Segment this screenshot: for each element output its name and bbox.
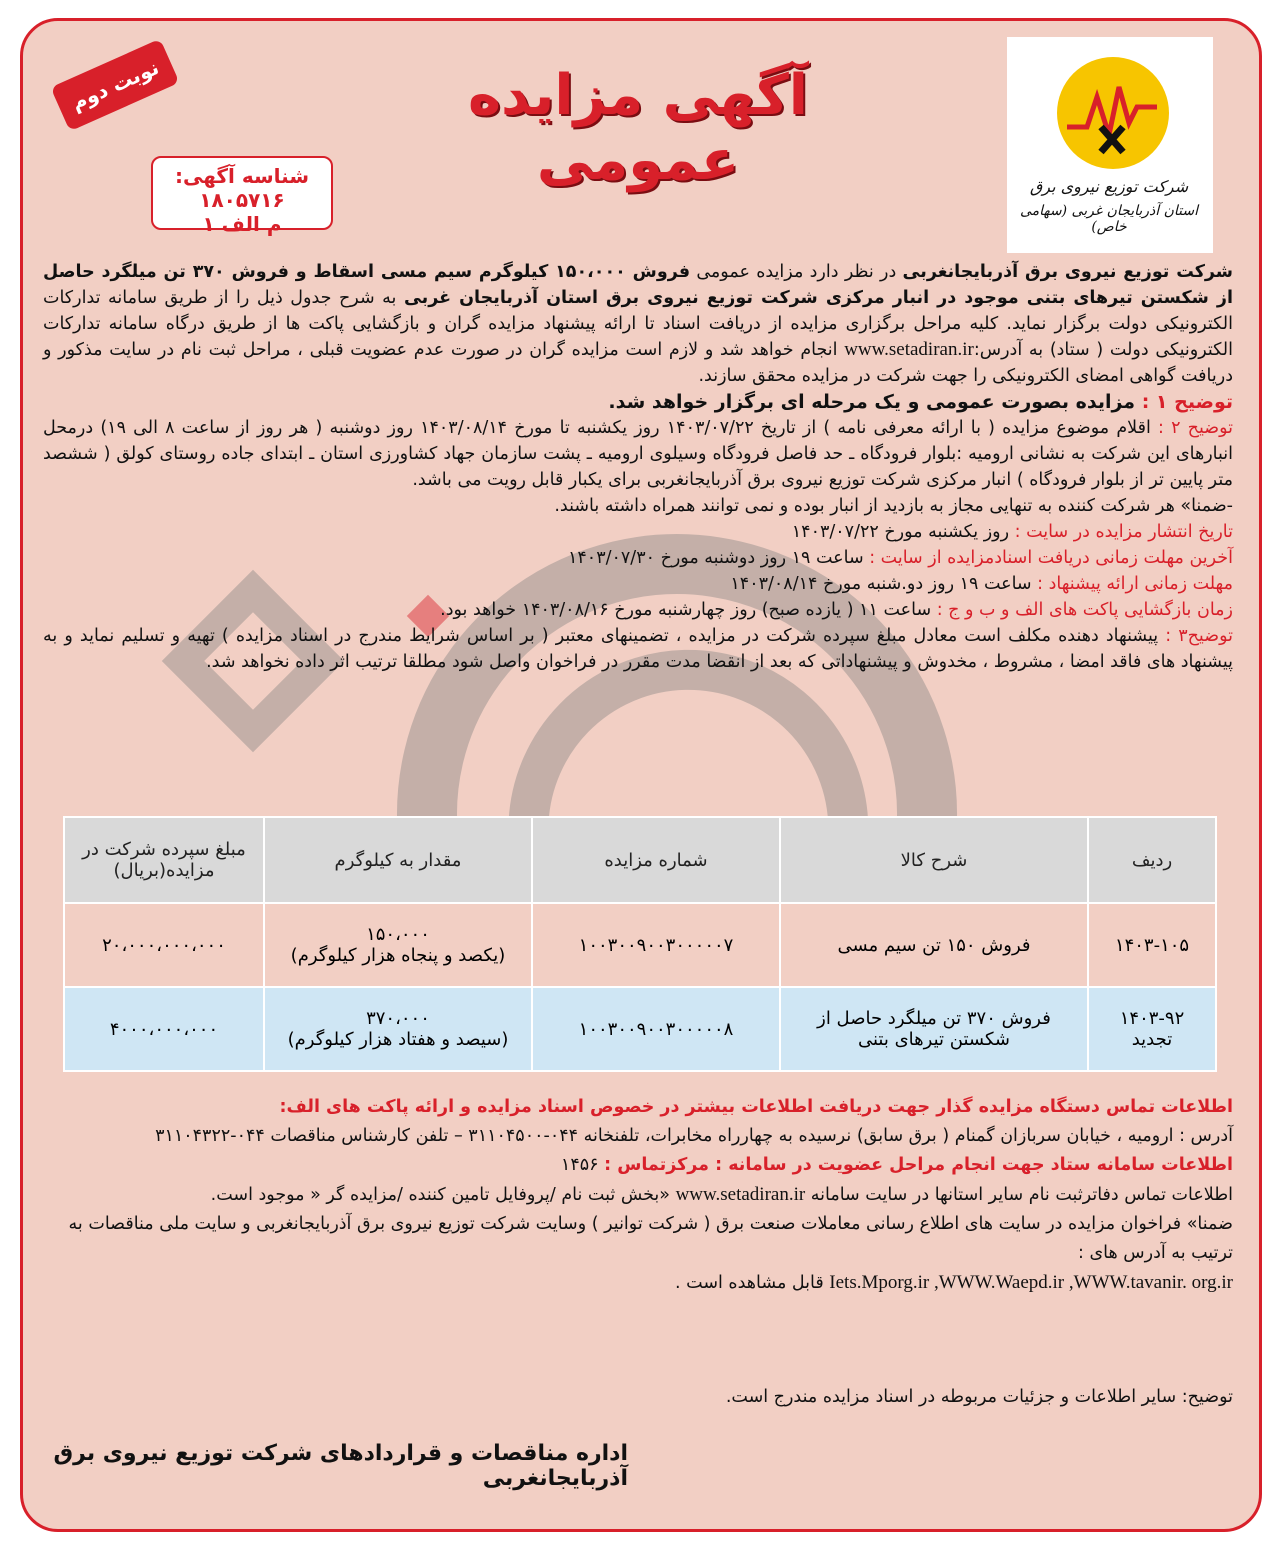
cell-quantity [264,903,532,987]
cell-auction-number: ۱۰۰۳۰۰۹۰۰۳۰۰۰۰۰۷ [532,903,780,987]
cell-quantity [264,987,532,1071]
note-2-extra: -ضمنا» هر شرکت کننده به تنهایی مجاز به بازدید از انبار بوده و نمی توانند همراه داشته باشند. [554,496,1233,516]
header-auction-number: شماره مزایده [532,817,780,903]
publish-date-label: تاریخ انتشار مزایده در سایت : [1014,522,1233,542]
quantity-value: ۱۵۰،۰۰۰ [366,924,430,945]
notice-header [23,21,1259,261]
page-title: آگهی مزایده عمومی [467,63,809,193]
cell-row-number: ۱۴۰۳-۱۰۵ [1088,903,1216,987]
publish-sites [43,1268,1233,1298]
items-table [63,816,1217,1072]
note-3 [43,623,1233,675]
ad-id-box [151,156,333,236]
cell-description: فروش ۳۷۰ تن میلگرد حاصل از شکستن تیرهای بتنی [780,987,1088,1071]
intro-text-3: انجام خواهد شد و لازم است مزایده گران در صورت عدم عضویت قبلی ، مراحل ثبت نام در سایت مذکور و دریافت گواهی امضای الکترونیکی را جهت شرکت در مزایده محقق سازند. [43,340,1233,386]
bid-deadline [43,571,1233,597]
document-deadline [43,545,1233,571]
logo-text-line1: شرکت توزیع نیروی برق [1029,177,1189,196]
setad-offices-text-2: «بخش ثبت نام /پروفایل تامین کننده /مزایده گر « موجود است. [210,1185,676,1205]
issue-badge: نوبت دوم [50,39,179,132]
publish-date [43,519,1233,545]
header-row-number: ردیف [1088,817,1216,903]
document-deadline-label: آخرین مهلت زمانی دریافت اسنادمزایده از سایت : [869,548,1233,568]
table-row [64,903,1216,987]
company-logo [1007,37,1213,253]
setad-link[interactable]: www.setadiran.ir [844,339,974,360]
footer-note: توضیح: سایر اطلاعات و جزئیات مربوطه در اسناد مزایده مندرج است. [725,1387,1233,1407]
intro-text-2: به شرح جدول ذیل را از طریق سامانه تدارکات الکترونیکی دولت برگزار نماید. کلیه مراحل برگزاری مزایده از دریافت اسناد تا ارائه پیشنهاد مزایده گران و بازگشایی پاکت ها از طریق درگاه سامانه تدارکات الکترونیکی دولت ( ستاد) به آدرس: [43,288,1234,360]
auction-subject: فروش ۱۵۰،۰۰۰ کیلوگرم سیم مسی اسقاط و فروش ۳۷۰ تن میلگرد حاصل از شکستن تیرهای بتنی موجود در انبار مرکزی شرکت توزیع نیروی برق استان آذربایجان غربی [43,262,1233,308]
quantity-value: ۳۷۰،۰۰۰ [366,1008,430,1029]
setad-url-link[interactable]: www.setadiran.ir [675,1184,806,1205]
bid-deadline-label: مهلت زمانی ارائه پیشنهاد : [1037,574,1233,594]
note-1-label: توضیح ۱ : [1141,391,1233,413]
document-deadline-value: ساعت ۱۹ روز دوشنبه مورخ ۱۴۰۳/۰۷/۳۰ [568,548,870,568]
opening-time-value: ساعت ۱۱ ( یازده صبح) روز چهارشنبه مورخ ۱۴۰۳/۰۸/۱۶ خواهد بود. [440,600,937,620]
cell-description: فروش ۱۵۰ تن سیم مسی [780,903,1088,987]
contact-address: آدرس : ارومیه ، خیابان سربازان گمنام ( برق سابق) نرسیده به چهارراه مخابرات، تلفنخانه ۰۴۴-۳۱۱۰۴۵۰۰ – تلفن کارشناس مناقصات ۰۴۴-۳۱۱۰۴۳۲۲ [155,1126,1233,1146]
notice-body [43,259,1233,675]
note-3-text: پیشنهاد دهنده مکلف است معادل مبلغ سپرده شرکت در مزایده ، تضمینهای معتبر ( بر اساس شرایط مندرج در اسناد مزایده ) تهیه و تسلیم نماید و به پیشنهاد های فاقد امضا ، مشروط ، مخدوش و پیشنهاداتی که بعد از انقضا مدت مقرر در فراخوان واصل شود مطلقا ترتیب اثر داده نخواهد شد. [43,626,1233,672]
bid-deadline-value: ساعت ۱۹ روز دو.شنبه مورخ ۱۴۰۳/۰۸/۱۴ [730,574,1038,594]
opening-time-label: زمان بازگشایی پاکت های الف و ب و ج : [936,600,1233,620]
opening-time [43,597,1233,623]
setad-info [43,1151,1233,1180]
cell-auction-number: ۱۰۰۳۰۰۹۰۰۳۰۰۰۰۰۸ [532,987,780,1071]
power-logo-icon [1057,57,1169,169]
note-3-label: توضیح۳ : [1165,626,1233,646]
contact-section [43,1093,1233,1298]
cell-deposit: ۲۰،۰۰۰،۰۰۰،۰۰۰ [64,903,264,987]
setad-offices-text-1: اطلاعات تماس دفاترثبت نام سایر استانها در سایت سامانه [805,1185,1233,1205]
cell-row-number: ۱۴۰۳-۹۲ تجدید [1088,987,1216,1071]
publish-sites-text: ضمنا» فراخوان مزایده در سایت های اطلاع رسانی معاملات صنعت برق ( شرکت توانیر ) وسایت شرکت توزیع نیروی برق آذربایجانغربی و سایت ملی مناقصات به ترتیب به آدرس های : [68,1214,1233,1263]
header-deposit: مبلغ سپرده شرکت در مزایده(بریال) [64,817,264,903]
header-quantity: مقدار به کیلوگرم [264,817,532,903]
note-1 [43,389,1233,415]
note-2 [43,415,1233,493]
ad-id-code: م الف ۱ [202,212,282,236]
intro-paragraph [43,259,1233,389]
publish-date-value: روز یکشنبه مورخ ۱۴۰۳/۰۷/۲۲ [791,522,1015,542]
cell-deposit: ۴۰۰۰،۰۰۰،۰۰۰ [64,987,264,1071]
note-2-text: اقلام موضوع مزایده ( با ارائه معرفی نامه ) از تاریخ ۱۴۰۳/۰۷/۲۲ روز یکشنبه تا مورخ ۱۴۰۳/۰۸/۱۴ روز دوشنبه ( هر روز از ساعت ۸ الی ۱۹) درمحل انبارهای این شرکت به نشانی ارومیه :بلوار فرودگاه ـ حد فاصل فرودگاه وسیلوی ارومیه ـ پشت سازمان جهاد کشاورزی استان ـ ابتدای جاده روستای کولق ( ششصد متر پایین تر از بلوار فرودگاه ) انبار مرکزی شرکت توزیع نیروی برق آذربایجانغربی برای یکبار قابل رویت می باشد. [43,418,1233,490]
note-1-text: مزایده بصورت عمومی و یک مرحله ای برگزار خواهد شد. [608,391,1142,413]
setad-heading: اطلاعات سامانه ستاد جهت انجام مراحل عضویت در سامانه : مرکزتماس : [604,1155,1233,1175]
logo-text-line2: استان آذربایجان غربی (سهامی خاص) [1020,203,1198,235]
table-header-row [64,817,1216,903]
quantity-words: (یکصد و پنجاه هزار کیلوگرم) [290,945,506,966]
notice-frame [20,18,1262,1532]
intro-text-1: در نظر دارد مزایده عمومی [690,262,903,282]
setad-offices [43,1180,1233,1210]
contact-heading: اطلاعات تماس دستگاه مزایده گذار جهت دریافت اطلاعات بیشتر در خصوص اسناد مزایده و ارائه پاکت های الف: [279,1097,1233,1117]
note-2-label: توضیح ۲ : [1158,418,1234,438]
company-name: شرکت توزیع نیروی برق آذربایجانغربی [902,262,1233,282]
publish-urls-link[interactable]: Iets.Mporg.ir ,WWW.Waepd.ir ,WWW.tavanir. org.ir [829,1272,1233,1293]
call-center-number: ۱۴۵۶ [560,1155,605,1175]
quantity-words: (سیصد و هفتاد هزار کیلوگرم) [287,1029,509,1050]
table-row [64,987,1216,1071]
ad-id-label: شناسه آگهی: ۱۸۰۵۷۱۶ [174,164,310,212]
header-description: شرح کالا [780,817,1088,903]
footer-signature: اداره مناقصات و قراردادهای شرکت توزیع نیروی برق آذربایجانغربی [53,1441,628,1491]
publish-urls-tail: قابل مشاهده است . [675,1273,830,1293]
